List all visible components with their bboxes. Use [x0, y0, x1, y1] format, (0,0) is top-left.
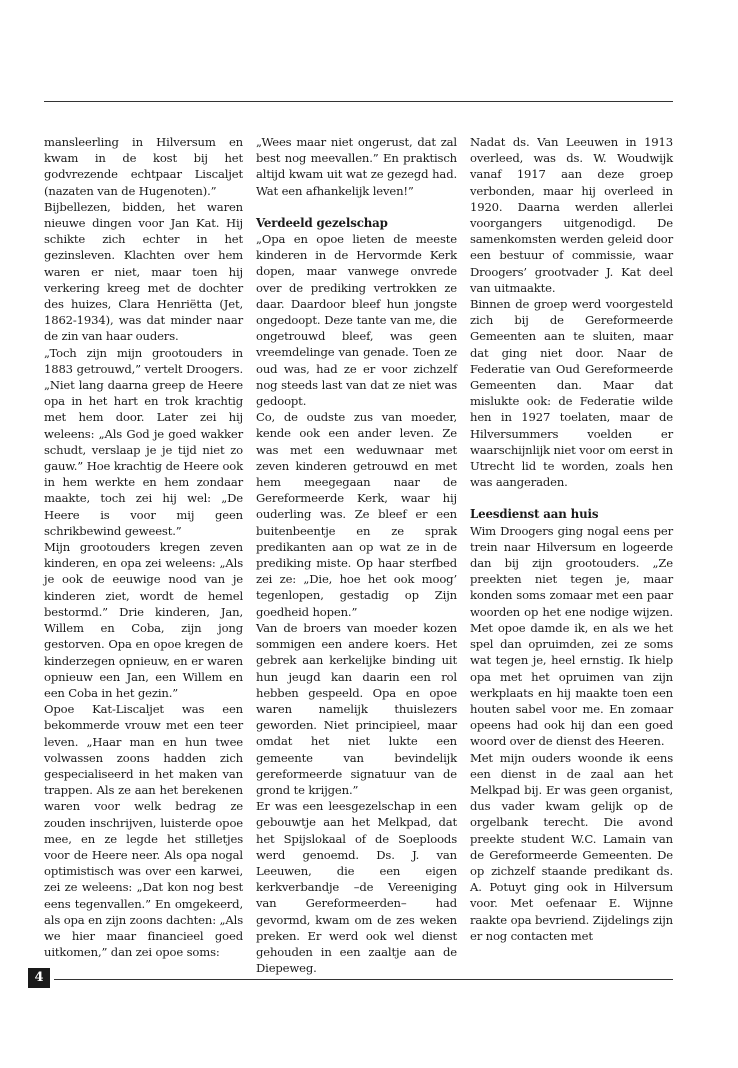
paragraph: Co, de oudste zus van moeder, kende ook een ander leven. Ze was met een weduwnaar met zeven kinderen getrouwd en met hem meegegaan naar de Gereformeerde Kerk, waar hij ouderling was. Ze bleef er een buitenbeentje en ze sprak predikanten aan op wat ze in de prediking miste. Op haar sterfbed zei ze: „Die, hoe het ook moog’ tegenlopen, gestadig op Zijn goedheid hopen.” [256, 410, 457, 619]
article-column-2 [256, 134, 457, 976]
article-column-3 [470, 134, 673, 944]
section-heading: Leesdienst aan huis [470, 507, 599, 522]
paragraph: Nadat ds. Van Leeuwen in 1913 overleed, was ds. W. Woudwijk vanaf 1917 aan deze groep verbonden, maar hij overleed in 1920. Daarna werden allerlei voorgangers uitgenodigd. De samenkomsten werden geleid door een bestuur of commissie, waar Droogers’ grootvader J. Kat deel van uitmaakte. [470, 135, 673, 295]
section-heading: Verdeeld gezelschap [256, 215, 388, 230]
paragraph-gap [470, 490, 673, 506]
paragraph: Van de broers van moeder kozen sommigen een andere koers. Het gebrek aan kerkelijke binding uit hun jeugd kan daarin een rol hebben gespeeld. Opa en opoe waren namelijk thuislezers geworden. Niet principieel, maar omdat het niet lukte een gemeente van bevindelijk gereformeerde signatuur van de grond te krijgen.” [256, 620, 457, 797]
footer-rule [54, 979, 673, 980]
paragraph-gap [256, 199, 457, 215]
paragraph: Er was een leesgezelschap in een gebouwtje aan het Melkpad, dat het Spijslokaal of de Soeploods werd genoemd. Ds. J. van Leeuwen, die een eigen kerkverbandje –de Vereeniging van Gereformeerden– had gevormd, kwam om de zes weken preken. Er werd ook wel dienst gehouden in een zaaltje aan de Diepeweg. [256, 799, 457, 976]
page-number: 4 [28, 968, 50, 988]
paragraph: Bijbellezen, bidden, het waren nieuwe dingen voor Jan Kat. Hij schikte zich echter in het gezinsleven. Klachten over hem waren er niet, maar toen hij verkering kreeg met de dochter des huizes, Clara Henriëtta (Jet, 1862-1934), was dat minder naar de zin van haar ouders. [44, 199, 243, 344]
paragraph: Opoe Kat-Liscaljet was een bekommerde vrouw met een teer leven. „Haar man en hun twee volwassen zoons hadden zich gespecialiseerd in het maken van trappen. Als ze aan het berekenen waren voor welk bedrag ze zouden inschrijven, luisterde opoe mee, en ze legde het stilletjes voor de Heere neer. Als opa nogal optimistisch was over een karwei, zei ze weleens: „Dat kon nog best eens tegenvallen.” En omgekeerd, als opa en zijn zoons dachten: „Als we hier maar financieel goed uitkomen,” dan zei opoe soms: [44, 702, 243, 960]
paragraph: „Wees maar niet ongerust, dat zal best nog meevallen.” En praktisch altijd kwam uit wat ze gezegd had. Wat een afhankelijk leven!” [256, 135, 457, 198]
article-column-1 [44, 134, 243, 960]
header-rule [44, 101, 673, 102]
paragraph: Wim Droogers ging nogal eens per trein naar Hilversum en logeerde dan bij zijn grootouders. „Ze preekten niet tegen je, maar konden soms zomaar met een paar woorden op het ene nodige wijzen. Met opoe damde ik, en als we het spel dan opruimden, zei ze soms wat tegen je, heel ernstig. Ik hielp opa met het opruimen van zijn werkplaats en hij maakte toen een houten sabel voor me. En zomaar opeens had ook hij dan een goed woord over de dienst des Heeren. [470, 523, 673, 749]
paragraph: „Toch zijn mijn grootouders in 1883 getrouwd,” vertelt Droogers. „Niet lang daarna greep de Heere opa in het hart en trok krachtig met hem door. Later zei hij weleens: „Als God je goed wakker schudt, verslaap je je tijd niet zo gauw.” Hoe krachtig de Heere ook in hem werkte en hem zondaar maakte, toch zei hij wel: „De Heere is voor mij geen schrikbewind geweest.” [44, 345, 243, 538]
paragraph: Met mijn ouders woonde ik eens een dienst in de zaal aan het Melkpad bij. Er was geen organist, dus vader kwam gelijk op de orgelbank terecht. Die avond preekte student W.C. Lamain van de Gereformeerde Gemeenten. De op zichzelf staande predikant ds. A. Potuyt ging ook in Hilversum voor. Met oefenaar E. Wijnne raakte opa bevriend. Zijdelings zijn er nog contacten met [470, 750, 673, 943]
paragraph: Mijn grootouders kregen zeven kinderen, en opa zei weleens: „Als je ook de eeuwige nood van je kinderen ziet, wordt de hemel bestormd.” Drie kinderen, Jan, Willem en Coba, zijn jong gestorven. Opa en opoe kregen de kinderzegen opnieuw, en er waren opnieuw een Jan, een Willem en een Coba in het gezin.” [44, 540, 243, 700]
paragraph: mansleerling in Hilversum en kwam in de kost bij het godvrezende echtpaar Liscaljet (nazaten van de Hugenoten).” [44, 135, 243, 198]
paragraph: Binnen de groep werd voorgesteld zich bij de Gereformeerde Gemeenten aan te sluiten, maar dat ging niet door. Naar de Federatie van Oud Gereformeerde Gemeenten dan. Maar dat mislukte ook: de Federatie wilde hen in 1927 toelaten, maar de Hilversummers voelden er waarschijnlijk niet voor om eerst in Utrecht lid te worden, zoals hen was aangeraden. [470, 297, 673, 490]
paragraph: „Opa en opoe lieten de meeste kinderen in de Hervormde Kerk dopen, maar vanwege onvrede over de prediking vertrokken ze daar. Daardoor bleef hun jongste ongedoopt. Deze tante van me, die ongetrouwd bleef, was geen vreemdelinge van genade. Toen ze oud was, had ze er voor zichzelf nog steeds last van dat ze niet was gedoopt. [256, 232, 457, 409]
